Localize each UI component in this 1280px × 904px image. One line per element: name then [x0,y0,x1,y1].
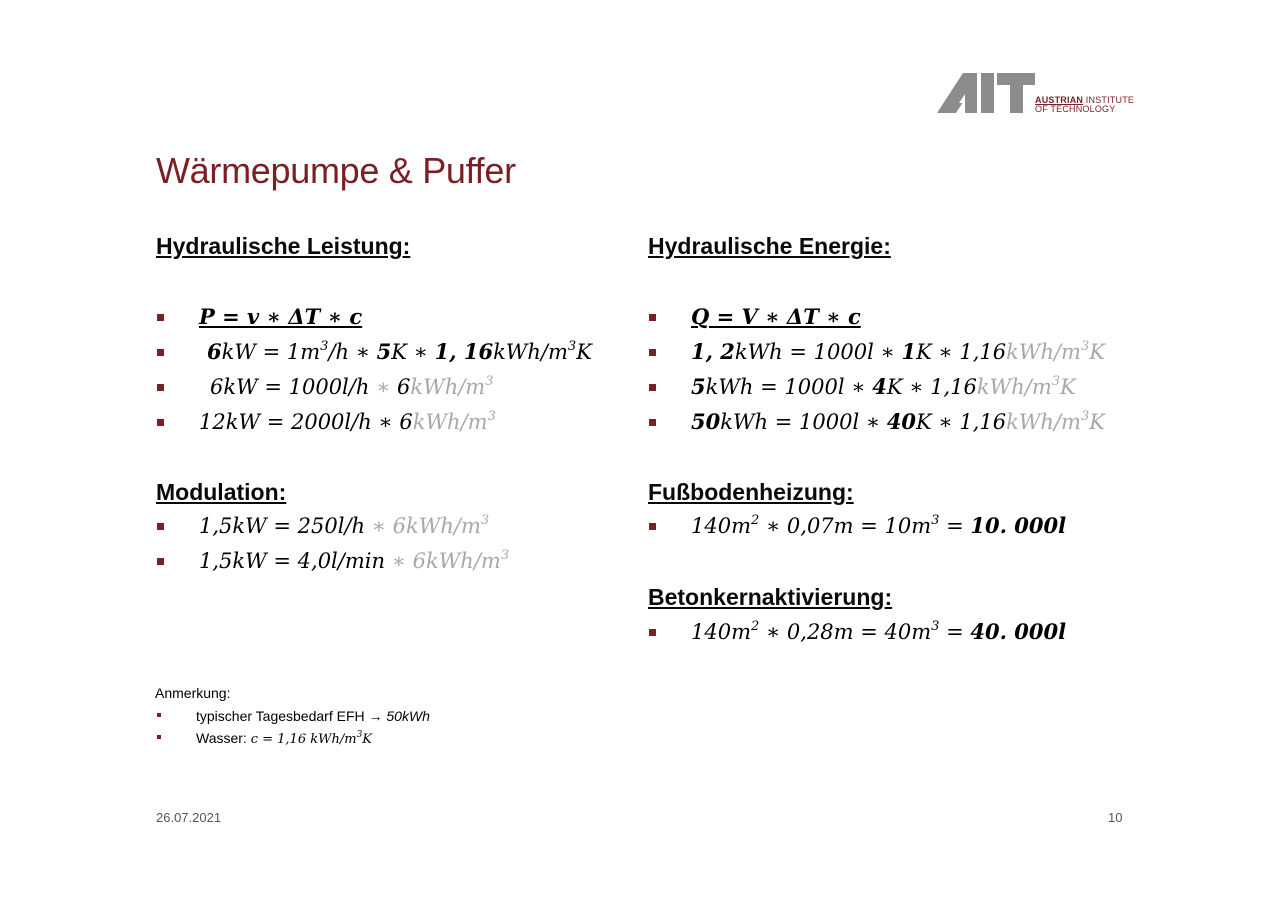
list-item [649,372,1119,407]
logo-austrian: AUSTRIAN [1035,95,1084,105]
bullet-icon [157,419,164,426]
note-wasser: Wasser: c = 1,16 kWh/$m^3K$ [196,730,373,747]
list-item [649,617,1119,652]
page-number: 10 [1108,810,1123,825]
formula-betonkern: $140m^2$ ∗ $0,28m = 40m^3 = 40$. 000l [691,619,1067,644]
list-item [157,407,627,442]
notes-list [155,707,555,751]
formula-mod-1: 1,5kW = 250l/h ∗ $6kWh/m^3$ [199,513,490,538]
leistung-formula-list [157,302,627,442]
bullet-icon [157,713,161,717]
logo-institute: INSTITUTE [1083,95,1135,105]
heading-betonkernaktivierung: Betonkernaktivierung: [648,584,893,610]
bullet-icon [649,349,656,356]
formula-fussboden: $140m^2$ ∗ $0,07m = 10m^3 = 10$. 000l [691,513,1067,538]
list-item [155,707,555,729]
formula-50kwh: 50kWh = 1000l ∗ 40K ∗ $1,16kWh/m^3K$ [691,409,1105,434]
fussboden-formula-list [649,511,1119,546]
modulation-formula-list [157,511,627,581]
heading-fussbodenheizung: Fußbodenheizung: [648,479,854,505]
formula-q: Q = V ∗ ΔT ∗ c [691,304,861,329]
bullet-icon [649,314,656,321]
formula-mod-2: 1,5kW = 4,0l/min ∗ $6kWh/m^3$ [199,548,510,573]
list-item [155,729,555,751]
heading-modulation: Modulation: [156,479,287,505]
formula-6kw-b: 6kW = 1000l/h ∗ $6kWh/m^3$ [210,374,494,399]
bullet-icon [157,558,164,565]
formula-5kwh: 5kWh = 1000l ∗ 4K ∗ $1,16kWh/m^3K$ [691,374,1076,399]
formula-p: P = v ∗ ΔT ∗ c [199,304,363,329]
ait-logo [937,72,1135,116]
heading-hydraulische-leistung: Hydraulische Leistung: [156,233,411,259]
bullet-icon [649,629,656,636]
list-item [157,302,627,337]
list-item [157,511,627,546]
formula-1-2kwh: 1, 2kWh = 1000l ∗ 1K ∗ $1,16kWh/m^3K$ [691,339,1105,364]
list-item [157,337,627,372]
formula-12kw: 12kW = 2000l/h ∗ $6kWh/m^3$ [199,409,496,434]
bullet-icon [157,384,164,391]
page-title: Wärmepumpe & Puffer [156,150,516,191]
bullet-icon [157,735,161,739]
list-item [649,302,1119,337]
note-label: Anmerkung: [155,685,231,701]
footer-date: 26.07.2021 [156,810,222,825]
list-item [157,372,627,407]
list-item [649,511,1119,546]
note-tagesbedarf: typischer Tagesbedarf EFH → 50kWh [196,708,430,724]
betonkern-formula-list [649,617,1119,652]
heading-hydraulische-energie: Hydraulische Energie: [648,233,891,259]
list-item [157,546,627,581]
energie-formula-list [649,302,1119,442]
bullet-icon [649,523,656,530]
formula-6kw-a: $6kW = 1m^3/h$ ∗ 5K ∗ 1, $16kWh/m^3K$ [207,339,592,364]
bullet-icon [157,349,164,356]
logo-technology: OF TECHNOLOGY [1035,104,1116,114]
list-item [649,407,1119,442]
bullet-icon [649,419,656,426]
list-item [649,337,1119,372]
bullet-icon [157,523,164,530]
ait-logo-mark-icon [937,72,1035,114]
logo-wordmark [1035,96,1134,114]
bullet-icon [649,384,656,391]
bullet-icon [157,314,164,321]
